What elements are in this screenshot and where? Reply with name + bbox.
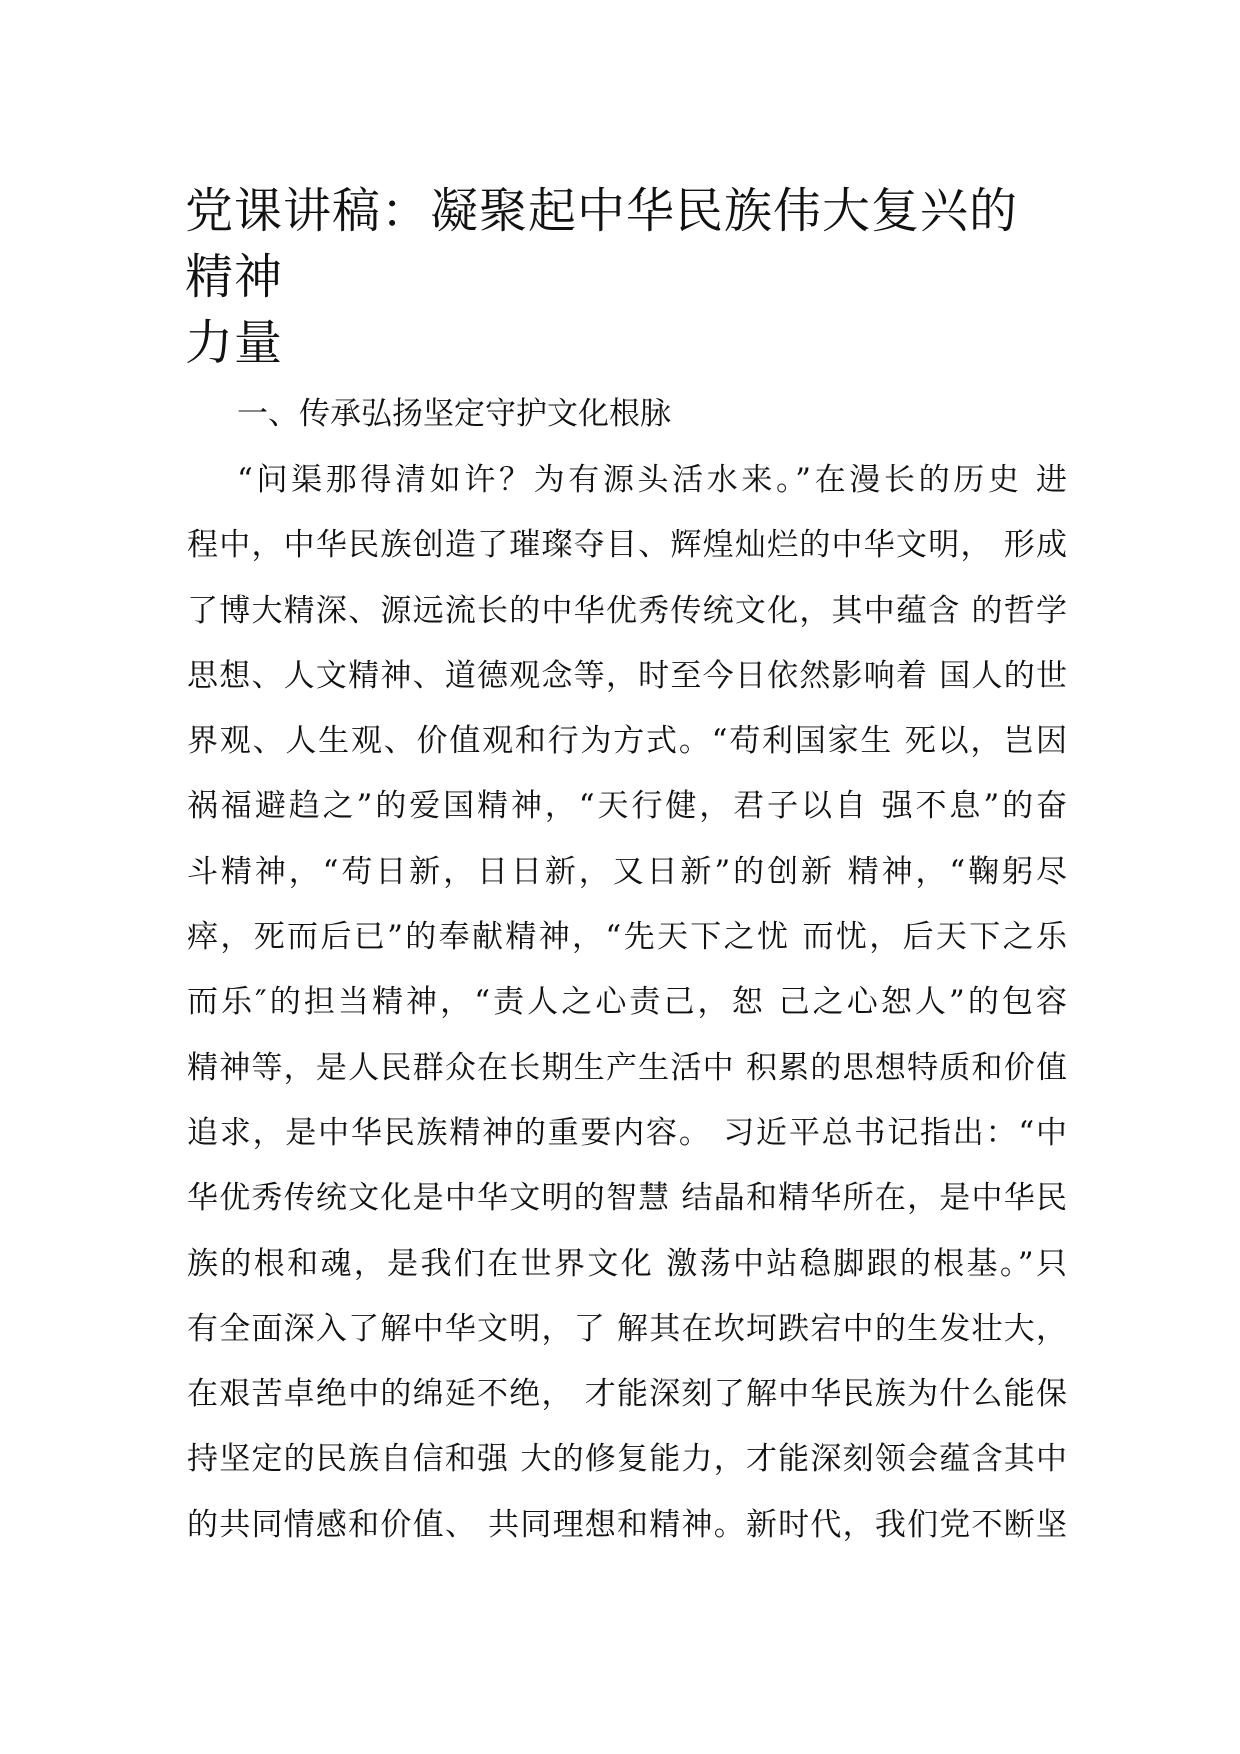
document-title: [185, 178, 1065, 376]
paragraph-line: 持坚定的民族自信和强 大的修复能力，才能深刻领会蕴含其中: [187, 1441, 1067, 1478]
paragraph-line: 有全面深入了解中华文明，了 解其在坎坷跌宕中的生发壮大，: [187, 1310, 1067, 1347]
paragraph-line: 了博大精深、源远流长的中华优秀传统文化，其中蕴含 的哲学: [187, 592, 1067, 629]
document-title-line-2: 力量: [185, 315, 284, 371]
paragraph-line: 在艰苦卓绝中的绵延不绝， 才能深刻了解中华民族为什么能保: [187, 1376, 1067, 1413]
paragraph-line: 瘁，死而后已”的奉献精神，“先天下之忧 而忧，后天下之乐: [187, 919, 1067, 956]
paragraph-line: 追求，是中华民族精神的重要内容。 习近平总书记指出：“中: [187, 1114, 1067, 1151]
section-heading: 一、传承弘扬坚定守护文化根脉: [237, 396, 671, 432]
paragraph-line: 祸福避趋之”的爱国精神，“天行健，君子以自 强不息”的奋: [187, 788, 1067, 825]
paragraph-line: 程中，中华民族创造了璀璨夺目、辉煌灿烂的中华文明， 形成: [187, 527, 1067, 564]
paragraph-line: 界观、人生观、价值观和行为方式。“苟利国家生 死以，岂因: [187, 723, 1067, 760]
paragraph-line: 思想、人文精神、道德观念等，时至今日依然影响着 国人的世: [187, 657, 1067, 694]
paragraph-line: 华优秀传统文化是中华文明的智慧 结晶和精华所在，是中华民: [187, 1180, 1067, 1217]
paragraph-line: 斗精神，“苟日新，日日新，又日新”的创新 精神，“鞠躬尽: [187, 853, 1067, 890]
paragraph-line: 的共同情感和价值、 共同理想和精神。新时代，我们党不断坚: [187, 1506, 1067, 1543]
body-paragraph: [187, 458, 1067, 1568]
paragraph-line: 族的根和魂，是我们在世界文化 激荡中站稳脚跟的根基。”只: [187, 1245, 1067, 1282]
paragraph-line: 而乐″的担当精神，“责人之心责己，恕 己之心恕人”的包容: [187, 984, 1067, 1021]
document-title-line-1: 党课讲稿：凝聚起中华民族伟大复兴的精神: [185, 183, 1019, 305]
paragraph-line: “问渠那得清如许？为有源头活水来。”在漫长的历史 进: [237, 462, 1067, 498]
paragraph-line: 精神等，是人民群众在长期生产生活中 积累的思想特质和价值: [187, 1049, 1067, 1086]
